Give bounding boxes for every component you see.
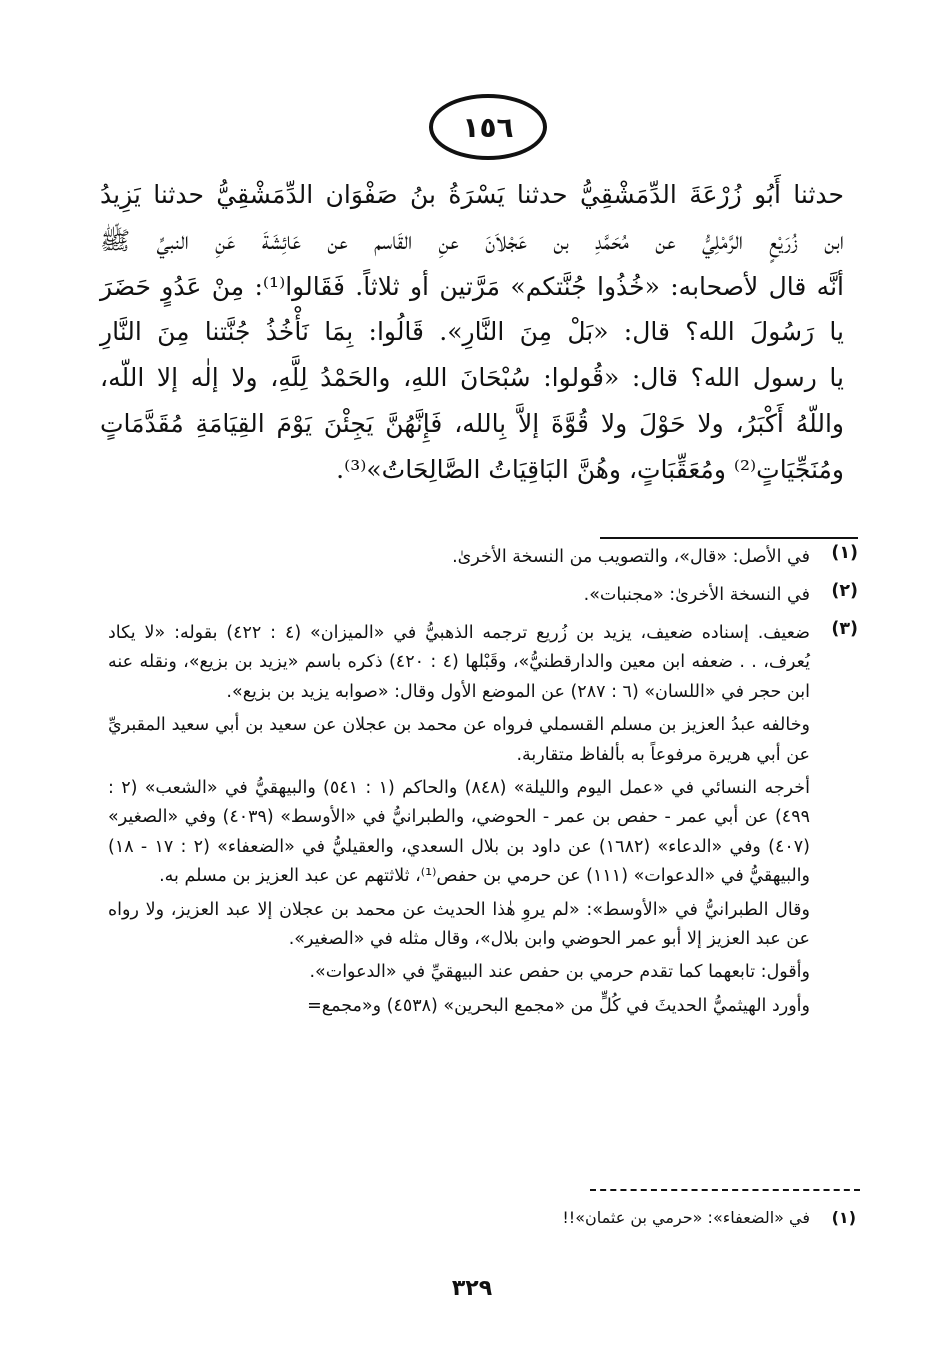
bottom-footnote: [380, 1208, 856, 1227]
footnote-paragraph: أخرجه النسائي في «عمل اليوم والليلة» (٨٤٨) والحاكم (١ : ٥٤١) والبيهقيُّ في «الشعب» (٢ : ٤٩٩) عن أبي عمر - حفص بن عمر - الحوضي، والطبرانيُّ في «الأوسط» (٤٠٣٩) وفي «الصغير» (٤٠٧) وفي «الدعاء» (١٦٨٢) عن داود بن بلال السعدي، والعقيليُّ في «الضعفاء» (٢ : ١٧ - ١٨) والبيهقيُّ في «الدعوات» (١١١) عن حرمي بن حفص⁽¹⁾، ثلاثتهم عن عبد العزيز بن مسلم به.: [108, 778, 810, 887]
hadith-line: أنَّه قال لأصحابه: «خُذُوا جُنَّتكم» مَرَّتين أو ثلاثاً. فَقَالوا⁽¹⁾: مِنْ عَدُوٍ حَضَرَ: [100, 271, 844, 301]
hadith-line: واللّهُ أَكْبَرُ، ولا حَوْلَ ولا قُوَّةَ إلاَّ بِالله، فَإِنَّهُنَّ يَجِئْنَ يَوْمَ القِيَامَةِ مُقَدَّمَاتٍ: [100, 408, 844, 438]
footnote-paragraph: وقال الطبرانيُّ في «الأوسط»: «لم يروِ هٰذا الحديث عن محمد بن عجلان إلا عبد العزيز، ولا رواه عن عبد العزيز إلا أبو عمر الحوضي وابن بلال»، وقال مثله في «الصغير».: [108, 899, 810, 950]
hadith-line: يا رسول الله؟ قال: «قُولوا: سُبْحَانَ اللهِ، والحَمْدُ لِلَّهِ، ولا إلٰه إلا اللّه،: [100, 363, 844, 393]
footnote-mark: (١): [831, 543, 858, 563]
footnote-mark: (١): [831, 1208, 856, 1227]
hadith-line: حدثنا أَبُو زُرْعَةَ الدِّمَشْقِيُّ حدثنا يَسْرَةُ بنُ صَفْوَان الدِّمَشْقِيُّ حدثنا يَزِيدُ: [100, 180, 844, 209]
hadith-line: يا رَسُولَ الله؟ قال: «بَلْ مِنَ النَّارِ». قَالُوا: بِمَا نَأْخُذُ جُنَّتنا مِنَ النَّارِ: [100, 317, 844, 347]
hadith-text: [100, 172, 844, 493]
footnote-paragraph: وأورد الهيثميُّ الحديثَ في كُلٍّ من «مجمع البحرين» (٤٥٣٨) و«مجمع=: [307, 995, 810, 1016]
footnote: [108, 543, 858, 572]
footnote-mark: (٣): [831, 619, 858, 639]
footnote-separator: [600, 537, 858, 539]
hadith-number-badge: [429, 94, 547, 160]
footnote-paragraph: وأقول: تابعهما كما تقدم حرمي بن حفص عند البيهقيِّ في «الدعوات».: [309, 962, 810, 983]
footnote: [108, 581, 858, 610]
hadith-number: ١٥٦: [462, 110, 514, 144]
hadith-line: ابن زُرَيْعٍ الرَّمْلِيُّ عن مُحَمَّدِ بن عَجْلاَنَ عنِ القَاسم عن عَائِشَةَ عَنِ النبيِّ ﷺ: [100, 225, 844, 255]
footnote-text: في النسخة الأخرىٰ: «مجنبات».: [583, 585, 810, 605]
footnote-paragraph: ضعيف. إسناده ضعيف، يزيد بن زُريع ترجمه الذهبيُّ في «الميزان» (٤ : ٤٢٢) بقوله: «لا يكاد يُعرف، . . ضعفه ابن معين والدارقطنيُّ»، وقَبْلها (٤ : ٤٢٠) ذكره باسم «يزيد بن بزيع»، ونقله عنه ابن حجر في «اللسان» (٦ : ٢٨٧) عن الموضع الأول وقال: «صوابه يزيد بن بزيع».: [108, 623, 810, 702]
footnote-paragraph: وخالفه عبدُ العزيز بن مسلم القسملي فرواه عن محمد بن عجلان عن سعيد بن أبي سعيد المقبريِّ عن أبي هريرة مرفوعاً به بألفاظ متقاربة.: [108, 715, 810, 765]
hadith-line: ومُنَجِّيَاتٍ⁽²⁾ ومُعَقِّبَاتٍ، وهُنَّ البَاقِيَاتُ الصَّالِحَاتُ»⁽³⁾.: [336, 454, 844, 484]
footnote-mark: (٢): [831, 581, 858, 601]
footnote-text: في «الضعفاء»: «حرمي بن عثمان»!!: [562, 1208, 810, 1227]
footnote: [108, 619, 858, 1021]
footnote-text: في الأصل: «قال»، والتصويب من النسخة الأخرىٰ.: [452, 547, 810, 567]
page-number: ٣٢٩: [451, 1276, 493, 1301]
footnote-dashed-separator: [590, 1189, 860, 1191]
